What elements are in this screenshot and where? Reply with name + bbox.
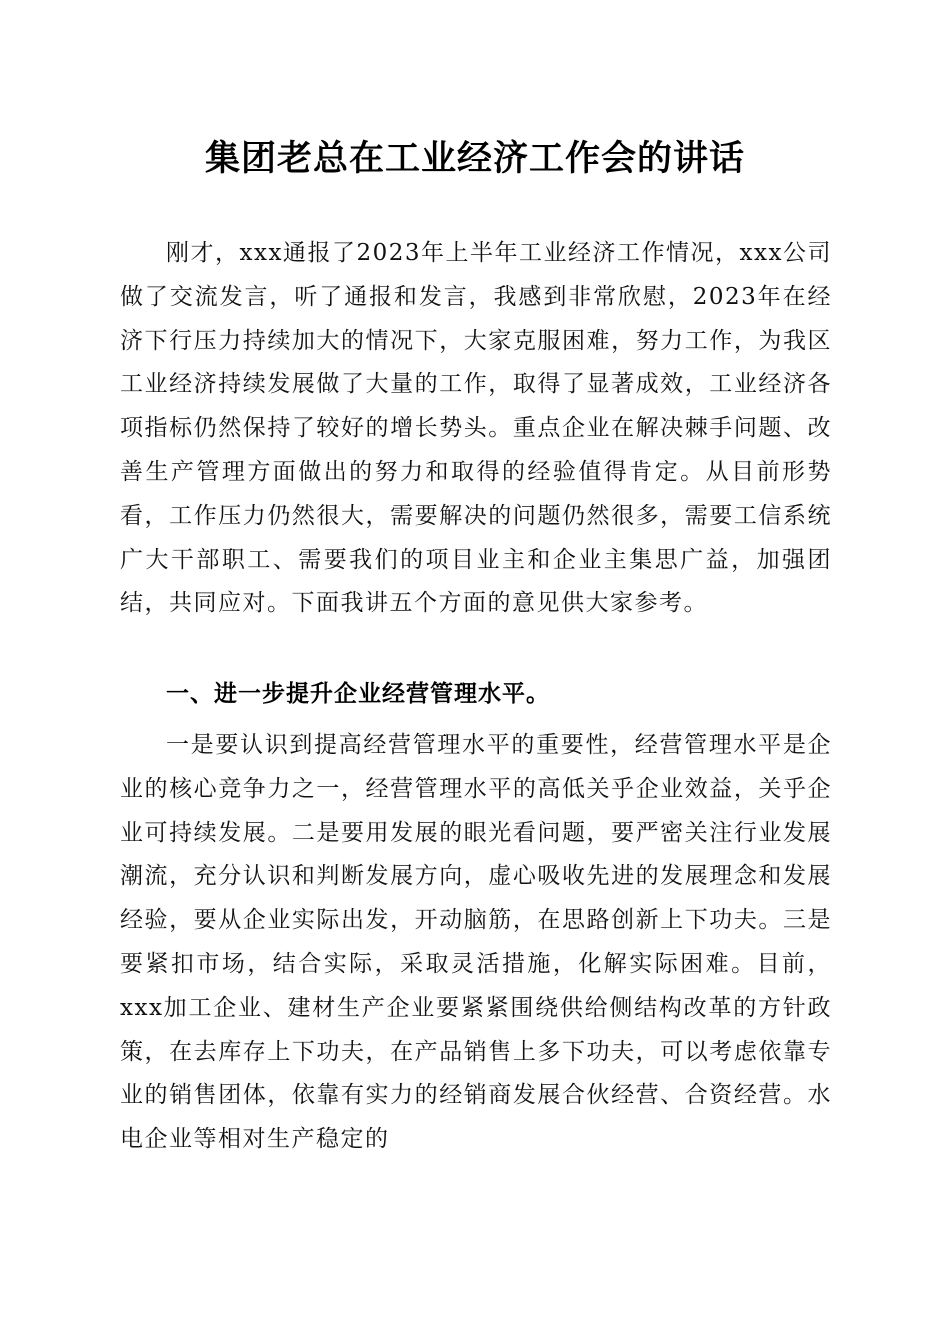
section-heading-1: 一、进一步提升企业经营管理水平。 (166, 681, 550, 707)
paragraph-intro: 刚才，xxx通报了2023年上半年工业经济工作情况，xxx公司做了交流发言，听了通报和发言，我感到非常欣慰，2023年在经济下行压力持续加大的情况下，大家克服困难，努力工作，为我区工业经济持续发展做了大量的工作，取得了显著成效，工业经济各项指标仍然保持了较好的增长势头。重点企业在解决棘手问题、改善生产管理方面做出的努力和取得的经验值得肯定。从目前形势看，工作压力仍然很大，需要解决的问题仍然很多，需要工信系统广大干部职工、需要我们的项目业主和企业主集思广益，加强团结，共同应对。下面我讲五个方面的意见供大家参考。 (120, 240, 832, 617)
paragraph-section-1: 一是要认识到提高经营管理水平的重要性，经营管理水平是企业的核心竞争力之一，经营管理水平的高低关乎企业效益，关乎企业可持续发展。二是要用发展的眼光看问题，要严密关注行业发展潮流，充分认识和判断发展方向，虚心吸收先进的发展理念和发展经验，要从企业实际出发，开动脑筋，在思路创新上下功夫。三是要紧扣市场，结合实际，采取灵活措施，化解实际困难。目前，xxx加工企业、建材生产企业要紧紧围绕供给侧结构改革的方针政策，在去库存上下功夫，在产品销售上多下功夫，可以考虑依靠专业的销售团体，依靠有实力的经销商发展合伙经营、合资经营。水电企业等相对生产稳定的 (120, 732, 832, 1153)
document-title: 集团老总在工业经济工作会的讲话 (204, 138, 745, 179)
